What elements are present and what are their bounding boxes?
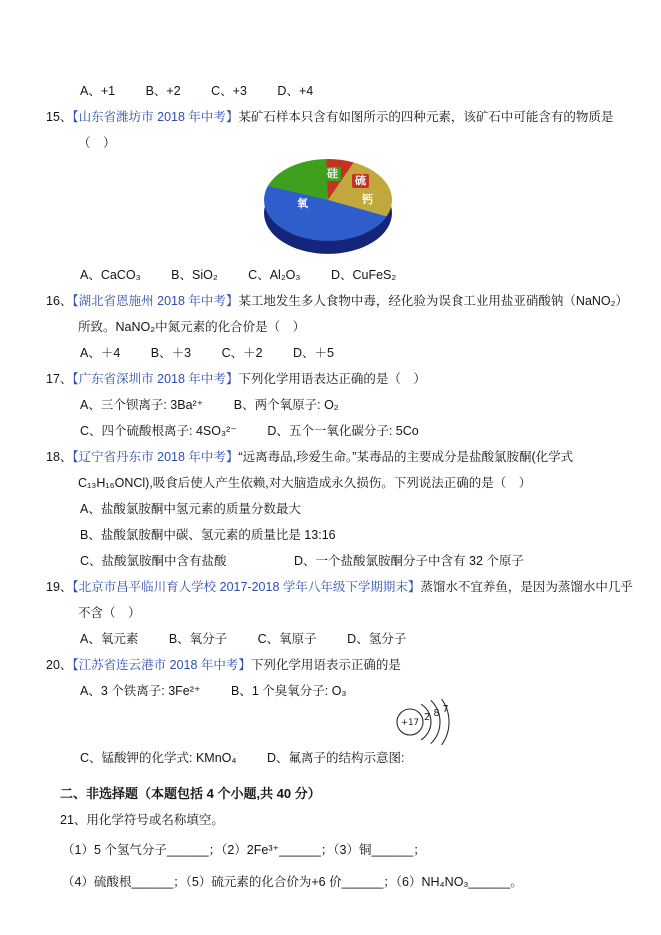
question-number: 21、	[60, 813, 87, 827]
option-a: A、CaCO₃	[80, 268, 141, 282]
electron-shell-arc	[431, 700, 440, 743]
option-a: A、3 个铁离子: 3Fe²⁺	[80, 684, 201, 698]
question-text: 下列化学用语表示正确的是	[250, 658, 401, 672]
option-c: C、四个硫酸根离子: 4SO₃²⁻	[80, 424, 237, 438]
option-c: C、+3	[211, 84, 247, 98]
question-15-options	[46, 262, 633, 288]
question-17-options-cd	[46, 418, 633, 444]
option-d: D、氟离子的结构示意图:	[267, 751, 405, 765]
question-number: 17、	[46, 372, 73, 386]
question-17-options-ab	[46, 392, 633, 418]
question-text: 某矿石样本只含有如图所示的四种元素，该矿石中可能含有的物质是	[238, 110, 614, 124]
question-17-stem	[46, 366, 633, 392]
question-16-stem	[46, 288, 633, 314]
section-2-title: 二、非选择题（本题包括 4 个小题,共 40 分）	[60, 786, 321, 801]
question-number: 15、	[46, 110, 73, 124]
atom-structure-svg	[394, 692, 474, 752]
question-16-stem-cont: 所致。NaNO₂中氮元素的化合价是（ ）	[78, 320, 306, 334]
question-18	[46, 444, 633, 574]
question-source: 【山东省潍坊市 2018 年中考】	[72, 110, 239, 124]
question-number: 18、	[46, 450, 73, 464]
question-15	[46, 104, 633, 288]
question-20-stem	[46, 652, 633, 678]
question-19-stem	[46, 574, 633, 600]
question-17	[46, 366, 633, 444]
question-text: “远离毒品,珍爱生命。”某毒品的主要成分是盐酸氯胺酮(化学式	[238, 450, 574, 464]
option-c: C、锰酸钾的化学式: KMnO₄	[80, 751, 237, 765]
question-source: 【北京市昌平临川育人学校 2017-2018 学年八年级下学期期末】	[72, 580, 421, 594]
question-20	[46, 652, 633, 771]
question-source: 【广东省深圳市 2018 年中考】	[72, 372, 239, 386]
pie-label-silicon: 硅	[324, 167, 341, 181]
option-d: D、一个盐酸氯胺酮分子中含有 32 个原子	[294, 554, 524, 568]
question-21-blanks-1: （1）5 个氢气分子______；（2）2Fe³⁺______；（3）铜______；	[62, 843, 426, 857]
option-c: C、＋2	[221, 346, 263, 360]
question-number: 20、	[46, 658, 73, 672]
question-text: 蒸馏水不宜养鱼，是因为蒸馏水中几乎	[420, 580, 633, 594]
shell-electron-count: 8	[433, 708, 440, 719]
shell-electron-count: 2	[424, 712, 431, 723]
option-b: B、+2	[145, 84, 181, 98]
option-a: A、盐酸氯胺酮中氢元素的质量分数最大	[80, 502, 301, 516]
option-b: B、盐酸氯胺酮中碳、氢元素的质量比是 13:16	[80, 528, 336, 542]
option-c: C、氧原子	[257, 632, 317, 646]
question-20-options-ab	[46, 678, 633, 704]
question-18-stem	[46, 444, 633, 470]
question-21-blanks-2: （4）硫酸根______；（5）硫元素的化合价为+6 价______；（6）NH₄NO₃______。	[62, 875, 523, 889]
nucleus-charge: +17	[401, 718, 419, 728]
question-15-stem	[46, 104, 633, 130]
question-source: 【江苏省连云港市 2018 年中考】	[72, 658, 251, 672]
question-16-options	[46, 340, 633, 366]
question-21	[46, 807, 633, 897]
question-18-stem-cont: C₁₃H₁₆ONCl),吸食后使人产生依赖,对大脑造成永久损伤。下列说法正确的是（ ）	[78, 476, 532, 490]
question-number: 16、	[46, 294, 73, 308]
question-19-stem-cont: 不含（ ）	[78, 606, 141, 620]
question-number: 19、	[46, 580, 73, 594]
question-21-stem	[46, 807, 633, 833]
question-text: 下列化学用语表达正确的是（ ）	[238, 372, 426, 386]
option-c: C、Al₂O₃	[248, 268, 301, 282]
option-a: A、+1	[80, 84, 116, 98]
question-19	[46, 574, 633, 652]
option-d: D、＋5	[293, 346, 335, 360]
option-a: A、＋4	[80, 346, 121, 360]
option-d: D、五个一氧化碳分子: 5Co	[267, 424, 419, 438]
atom-structure-diagram	[394, 692, 474, 752]
option-d: D、+4	[277, 84, 314, 98]
question-20-options-cd	[46, 745, 633, 771]
question-14-options	[46, 78, 633, 104]
pie-label-sulfur: 硫	[352, 174, 369, 188]
question-text: 用化学符号或名称填空。	[86, 813, 224, 827]
option-b: B、两个氧原子: O₂	[233, 398, 339, 412]
option-b: B、SiO₂	[171, 268, 218, 282]
pie-label-oxygen: 氧	[294, 197, 311, 211]
option-d: D、氢分子	[347, 632, 407, 646]
question-text: 某工地发生多人食物中毒，经化验为误食工业用盐亚硝酸钠（NaNO₂）	[238, 294, 629, 308]
option-a: A、三个钡离子: 3Ba²⁺	[80, 398, 204, 412]
question-source: 【湖北省恩施州 2018 年中考】	[72, 294, 239, 308]
question-source: 【辽宁省丹东市 2018 年中考】	[72, 450, 239, 464]
option-b: B、氧分子	[168, 632, 228, 646]
option-b: B、1 个臭氧分子: O₃	[231, 684, 347, 698]
option-a: A、氧元素	[80, 632, 139, 646]
shell-electron-count: 7	[442, 704, 449, 715]
question-18-options-cd	[46, 548, 633, 574]
option-b: B、＋3	[150, 346, 192, 360]
pie-label-calcium: 钙	[359, 193, 376, 207]
option-d: D、CuFeS₂	[330, 268, 397, 282]
pie-chart	[264, 159, 434, 259]
option-c: C、盐酸氯胺酮中含有盐酸	[80, 554, 227, 568]
question-19-options	[46, 626, 633, 652]
question-18-option-a	[46, 496, 633, 522]
question-16	[46, 288, 633, 366]
question-18-option-b	[46, 522, 633, 548]
question-15-stem-cont: （ ）	[78, 136, 116, 150]
